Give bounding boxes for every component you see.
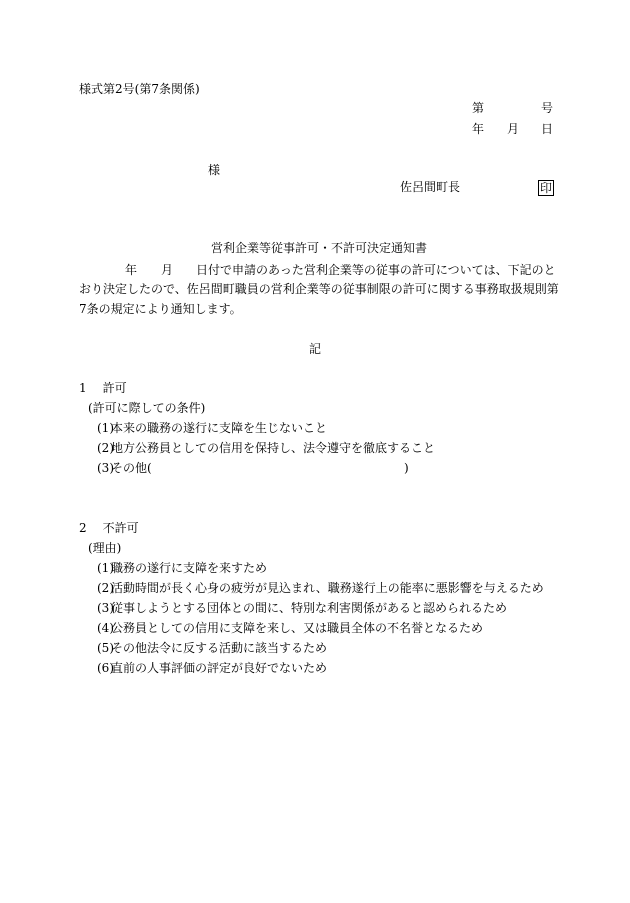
seal-stamp xyxy=(538,180,554,196)
ki-label: 記 xyxy=(309,342,322,356)
item-text: 地方公務員としての信用を保持し、法令遵守を徹底すること xyxy=(111,441,436,455)
item-number: (2) xyxy=(97,581,114,595)
item-text: 直前の人事評価の評定が良好でないため xyxy=(111,661,328,675)
deny-item xyxy=(97,622,483,634)
permit-heading xyxy=(79,382,127,394)
permit-heading-label: 許可 xyxy=(102,381,127,395)
doc-number-prefix: 第 xyxy=(472,101,485,115)
deny-heading-label: 不許可 xyxy=(102,521,139,535)
item-number: (2) xyxy=(97,441,114,455)
document-title: 営利企業等従事許可・不許可決定通知書 xyxy=(211,241,428,255)
deny-item xyxy=(97,662,327,674)
deny-item xyxy=(97,602,507,614)
item-text: 公務員としての信用に支障を来し、又は職員全体の不名誉となるため xyxy=(111,621,484,635)
seal-label: 印 xyxy=(540,181,553,195)
item-number: (1) xyxy=(97,561,114,575)
form-label: 様式第2号(第7条関係) xyxy=(79,82,200,96)
issuer-title: 佐呂間町長 xyxy=(400,180,461,194)
deny-heading-num: 2 xyxy=(79,521,87,535)
item-number: (1) xyxy=(97,421,114,435)
permit-item xyxy=(97,422,327,434)
date-month: 月 xyxy=(507,122,520,136)
item-text: 従事しようとする団体との間に、特別な利害関係があると認められるため xyxy=(111,601,508,615)
permit-item-other-close: ) xyxy=(404,461,409,475)
deny-item xyxy=(97,642,327,654)
deny-reason-label: (理由) xyxy=(88,541,122,555)
deny-item xyxy=(97,582,544,594)
body-line3: 7条の規定により通知します。 xyxy=(79,302,242,316)
permit-item-other xyxy=(97,462,152,474)
item-number: (4) xyxy=(97,621,114,635)
permit-item xyxy=(97,442,435,454)
body-year: 年 xyxy=(125,263,138,277)
item-text: その他( xyxy=(111,461,152,475)
item-number: (3) xyxy=(97,601,114,615)
deny-item xyxy=(97,562,267,574)
body-line1: 日付で申請のあった営利企業等の従事の許可については、下記のと xyxy=(196,263,556,277)
permit-conditions-label: (許可に際しての条件) xyxy=(88,401,206,415)
addressee-suffix: 様 xyxy=(208,163,221,177)
permit-heading-num: 1 xyxy=(79,381,87,395)
item-number: (3) xyxy=(97,461,114,475)
item-text: 本来の職務の遂行に支障を生じないこと xyxy=(111,421,328,435)
item-number: (6) xyxy=(97,661,114,675)
date-day: 日 xyxy=(541,122,554,136)
body-month: 月 xyxy=(161,263,174,277)
item-text: その他法令に反する活動に該当するため xyxy=(111,641,328,655)
date-year: 年 xyxy=(472,122,485,136)
doc-number-suffix: 号 xyxy=(541,101,554,115)
deny-heading xyxy=(79,522,139,534)
body-line2: おり決定したので、佐呂間町職員の営利企業等の従事制限の許可に関する事務取扱規則第 xyxy=(79,282,559,296)
item-text: 職務の遂行に支障を来すため xyxy=(111,561,268,575)
item-number: (5) xyxy=(97,641,114,655)
item-text: 活動時間が長く心身の疲労が見込まれ、職務遂行上の能率に悪影響を与えるため xyxy=(111,581,544,595)
